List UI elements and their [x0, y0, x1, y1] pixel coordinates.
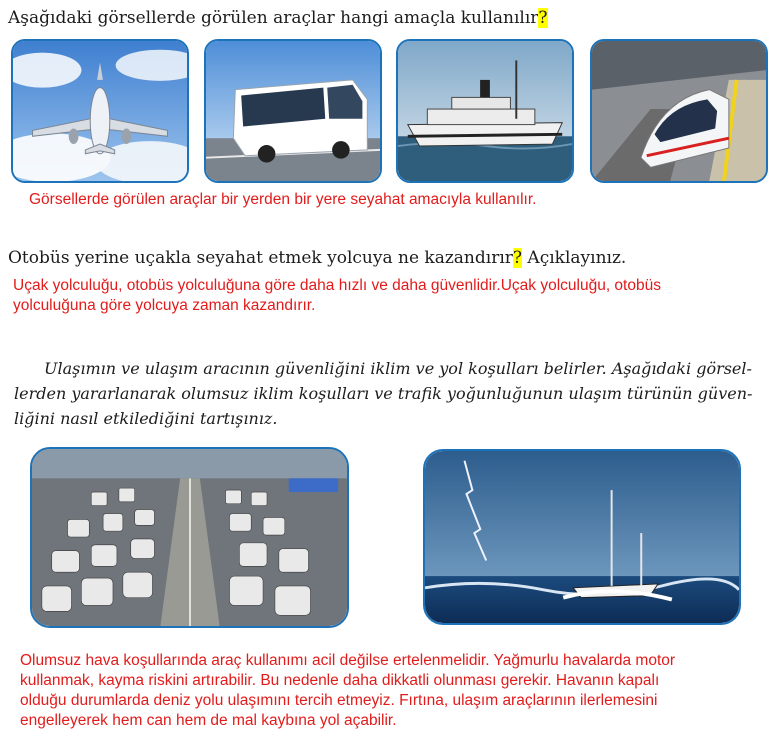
train-image: [590, 39, 768, 183]
answer-3: [20, 651, 675, 731]
answer-line: yolculuğuna göre yolcuya zaman kazandırır.: [13, 297, 316, 314]
question-1-mark: ?: [538, 8, 548, 28]
ferry-image: [396, 39, 574, 183]
discussion-paragraph: [14, 356, 752, 431]
bus-image: [204, 39, 382, 183]
question-2-text-after: Açıklayınız.: [522, 248, 627, 268]
question-1-answer: Görsellerde görülen araçlar bir yerden bir yere seyahat amacıyla kullanılır.: [29, 191, 537, 208]
question-2-text: Otobüs yerine uçakla seyahat etmek yolcuya ne kazandırır: [8, 248, 513, 268]
question-1-text: Aşağıdaki görsellerde görülen araçlar hangi amaçla kullanılır: [8, 8, 539, 28]
answer-line: Uçak yolculuğu, otobüs yolculuğuna göre daha hızlı ve daha güvenlidir.Uçak yolculuğu, otobüs: [13, 277, 661, 294]
question-2-answer: [13, 276, 661, 316]
paragraph-line: lerden yararlanarak olumsuz iklim koşulları ve trafik yoğunluğunun ulaşım türünün güven-: [14, 384, 753, 403]
answer-line: Olumsuz hava koşullarında araç kullanımı acil değilse ertelenmelidir. Yağmurlu havalarda motor: [20, 652, 676, 669]
airplane-image: [11, 39, 189, 183]
answer-line: kullanmak, kayma riskini artırabilir. Bu nedenle daha dikkatli olunması gerekir. Havanın kapalı: [20, 672, 660, 689]
question-2-mark: ?: [512, 248, 523, 268]
storm-sea-image: [423, 449, 741, 625]
question-1: [8, 8, 548, 28]
question-2: [8, 248, 626, 268]
paragraph-line: Ulaşımın ve ulaşım aracının güvenliğini iklim ve yol koşulları belirler. Aşağıdaki görsel-: [44, 359, 752, 378]
answer-line: engelleyerek hem can hem de mal kaybına yol açabilir.: [20, 712, 397, 729]
traffic-image: [30, 447, 349, 628]
paragraph-line: liğini nasıl etkilediğini tartışınız.: [14, 409, 278, 428]
answer-line: olduğu durumlarda deniz yolu ulaşımını tercih etmeyiz. Fırtına, ulaşım araçlarının ilerlemesini: [20, 692, 658, 709]
